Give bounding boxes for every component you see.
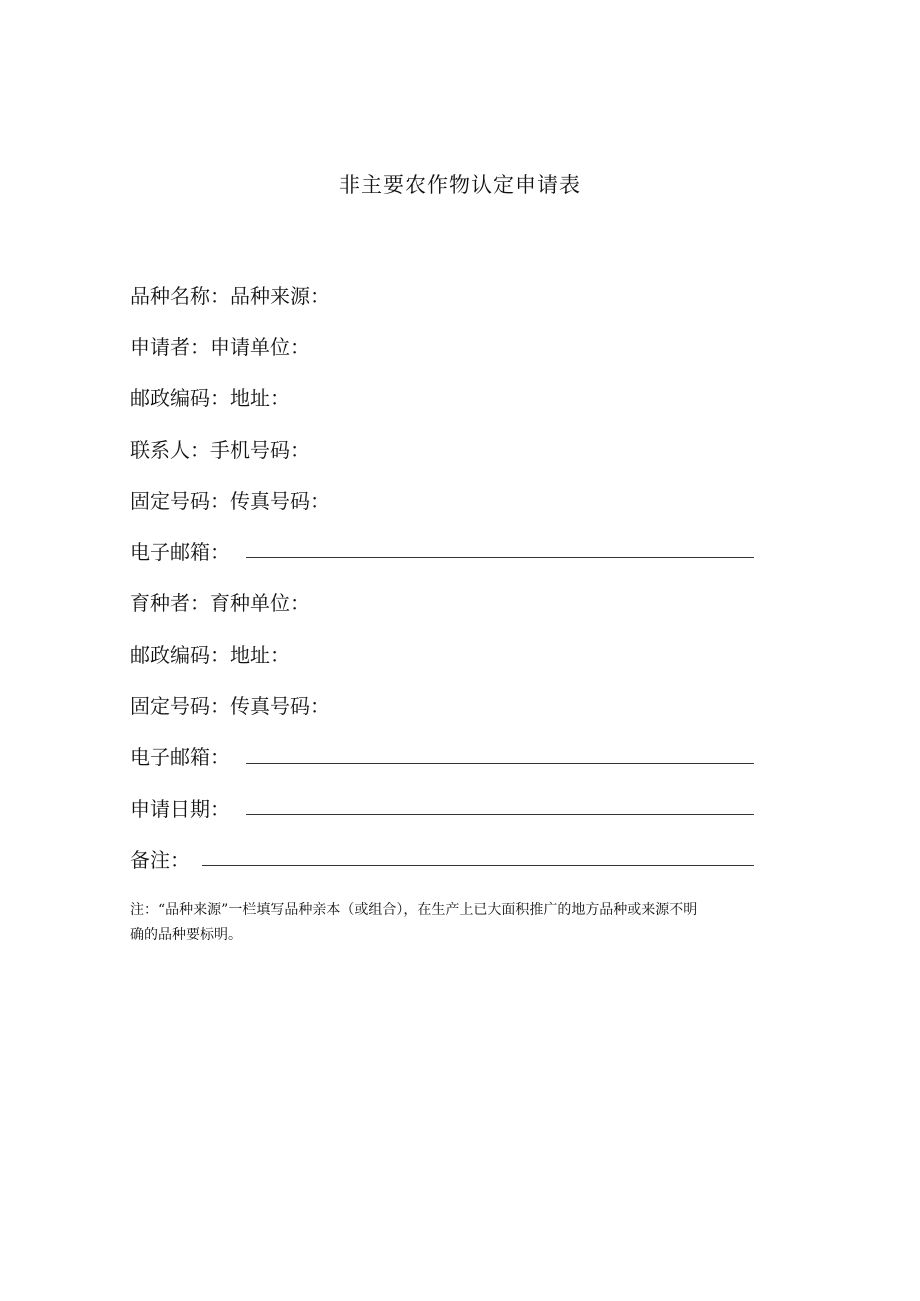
- form-fields: [130, 270, 760, 886]
- field-row-applicant-phone: [130, 475, 760, 526]
- footnote: [130, 898, 780, 948]
- field-row-breeder: [130, 578, 760, 629]
- field-label-breeder-phone-fax: 固定号码：传真号码：: [130, 694, 330, 719]
- field-row-applicant-address: [130, 373, 760, 424]
- footnote-line-1: 注：“品种来源”一栏填写品种亲本（或组合），在生产上已大面积推广的地方品种或来源不明: [130, 902, 698, 918]
- field-label-email: 电子邮箱：: [130, 540, 230, 565]
- field-label-applicant-unit: 申请者：申请单位：: [130, 334, 310, 359]
- breeder-email-blank-line[interactable]: [246, 763, 754, 764]
- field-label-postcode-address: 邮政编码：地址：: [130, 386, 290, 411]
- field-label-breeder-email: 电子邮箱：: [130, 745, 230, 770]
- field-label-application-date: 申请日期：: [130, 796, 230, 821]
- form-title: 非主要农作物认定申请表: [339, 173, 581, 197]
- footnote-line-2: 确的品种要标明。: [130, 927, 242, 943]
- field-label-variety-name-source: 品种名称：品种来源：: [130, 283, 330, 308]
- field-row-breeder-phone: [130, 680, 760, 731]
- email-blank-line[interactable]: [246, 557, 754, 558]
- field-row-breeder-email: [130, 732, 760, 783]
- field-row-variety: [130, 270, 760, 321]
- field-row-applicant: [130, 321, 760, 372]
- field-label-remarks: 备注：: [130, 847, 190, 872]
- field-row-breeder-address: [130, 629, 760, 680]
- field-label-breeder-postcode-address: 邮政编码：地址：: [130, 642, 290, 667]
- remarks-blank-line[interactable]: [202, 865, 754, 866]
- date-blank-line[interactable]: [246, 814, 754, 815]
- field-label-breeder-unit: 育种者：育种单位：: [130, 591, 310, 616]
- field-label-phone-fax: 固定号码：传真号码：: [130, 488, 330, 513]
- field-row-remarks: [130, 834, 760, 885]
- field-row-date: [130, 783, 760, 834]
- field-row-applicant-email: [130, 526, 760, 577]
- field-row-contact: [130, 424, 760, 475]
- field-label-contact-mobile: 联系人：手机号码：: [130, 437, 310, 462]
